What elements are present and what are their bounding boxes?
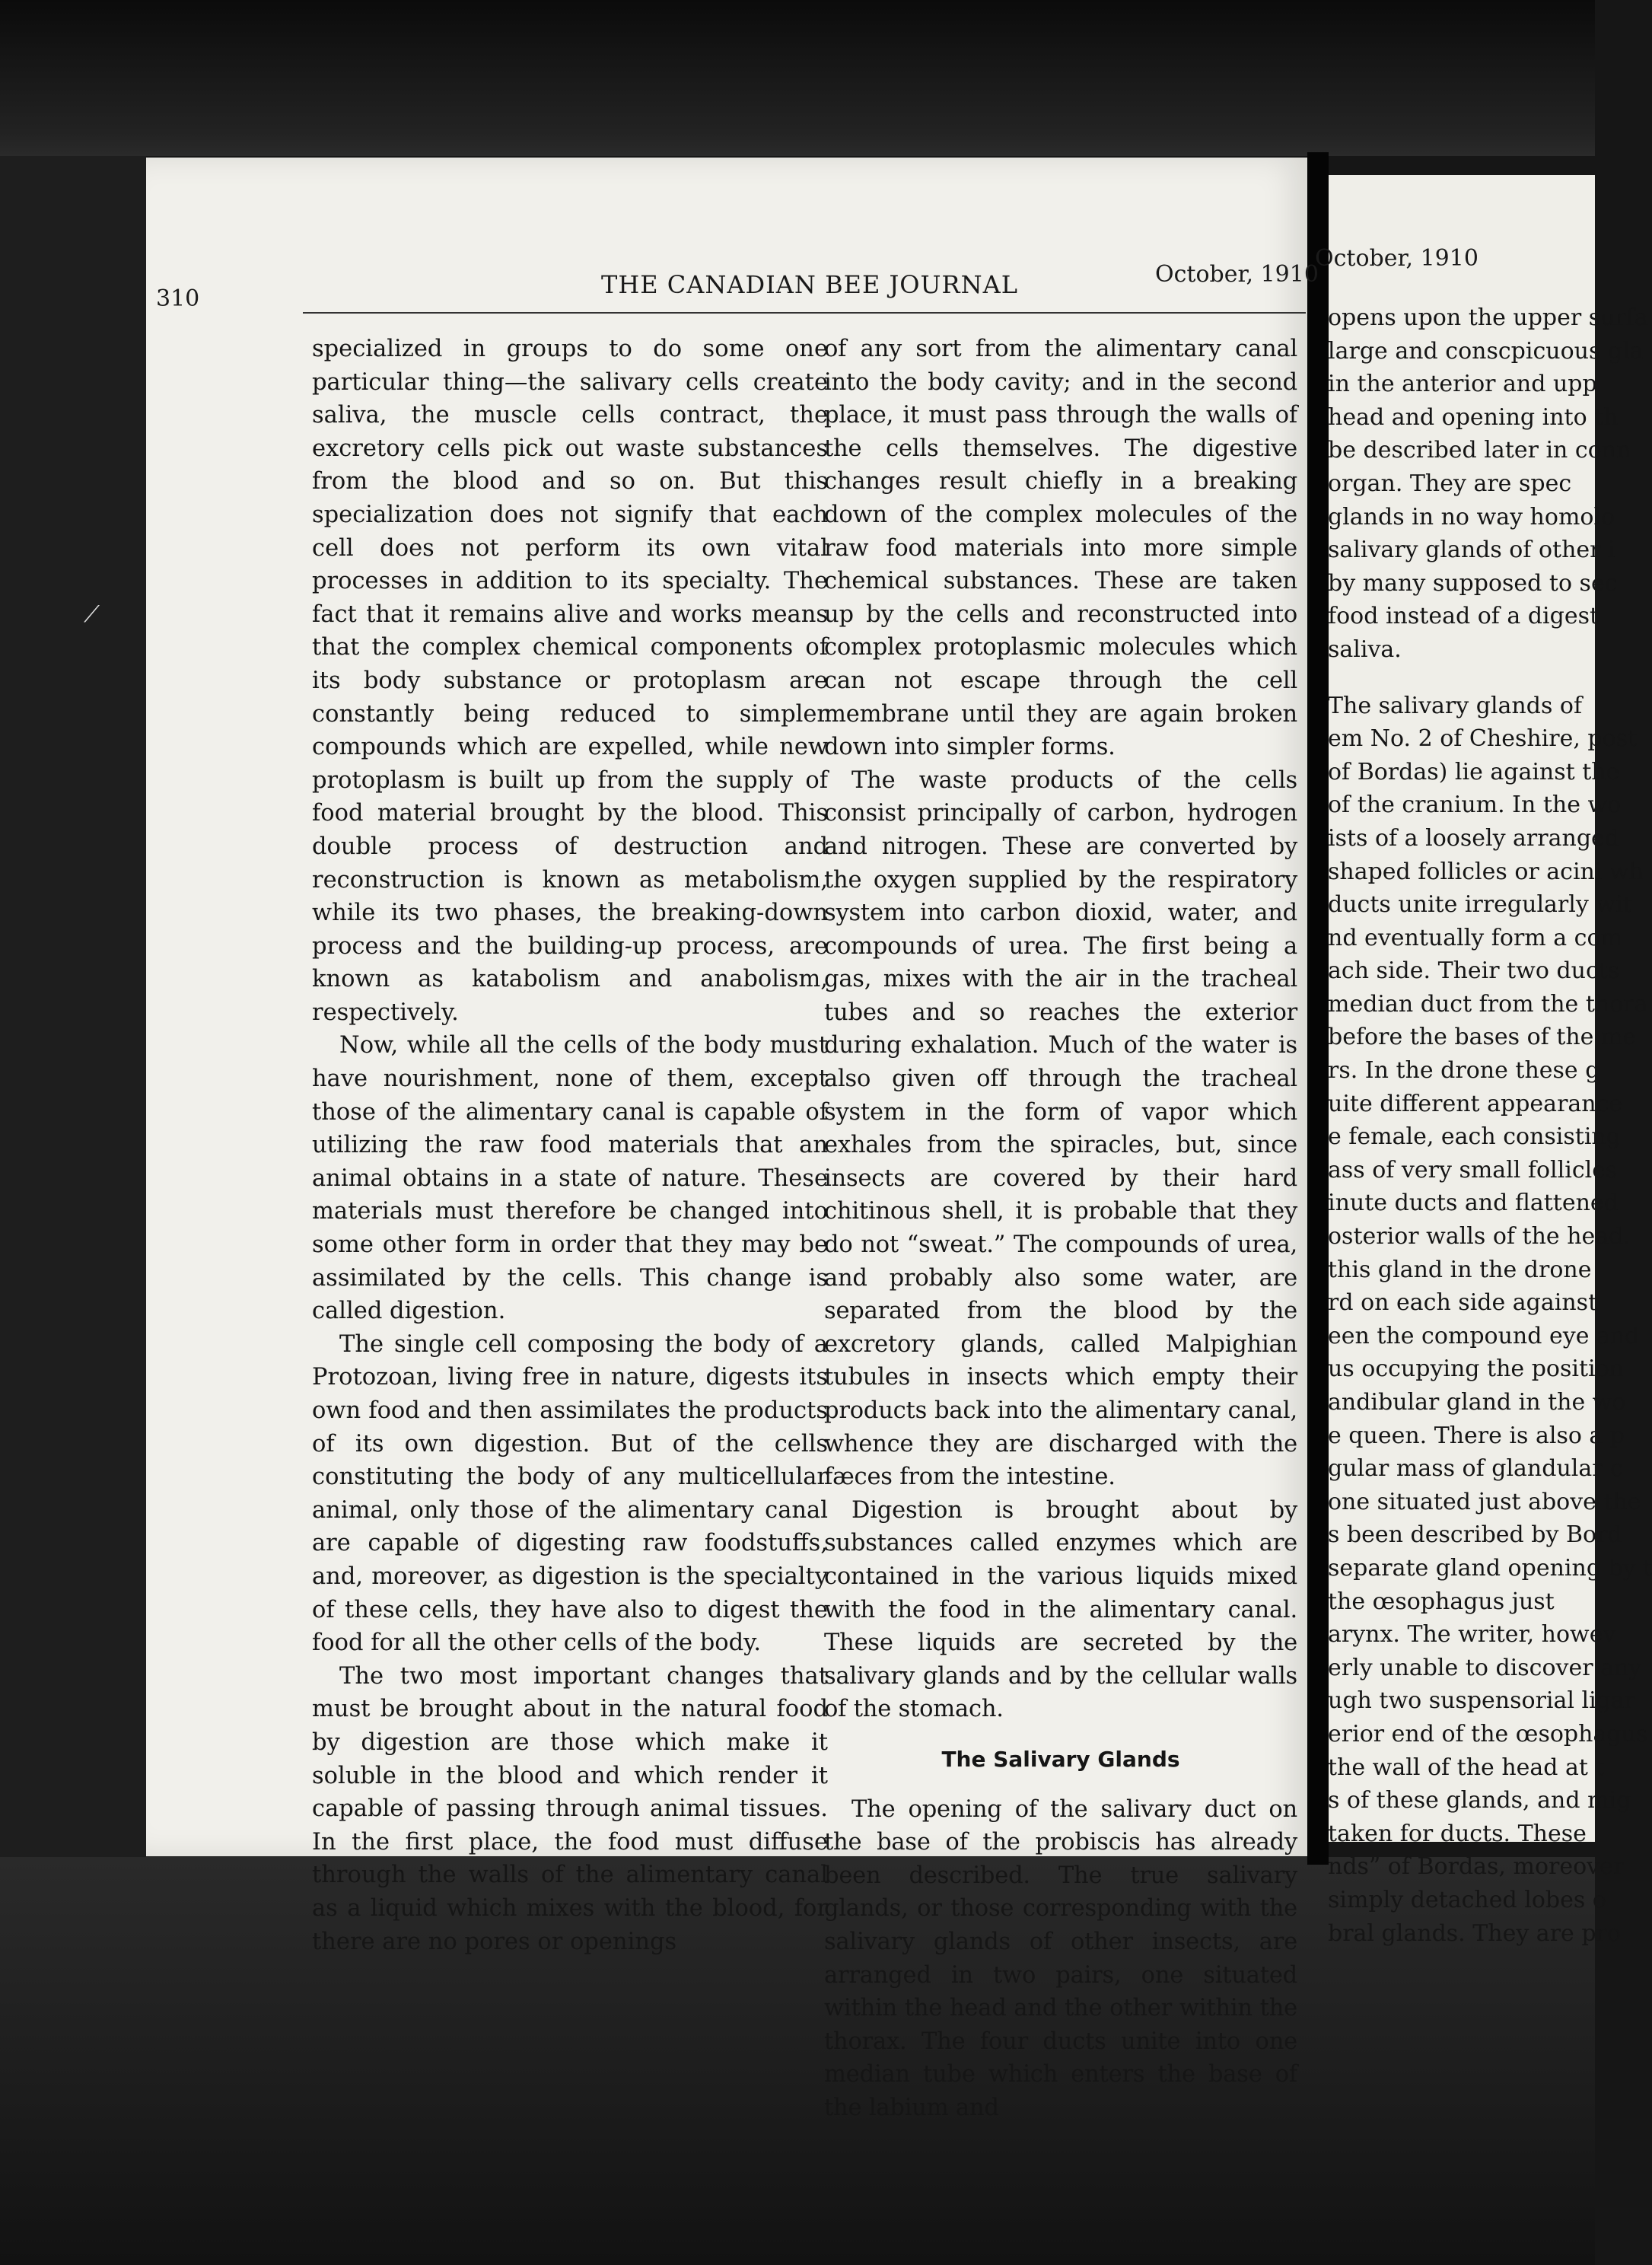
text-line: the wall of the head at t [1328, 1754, 1605, 1781]
text-line: organ. They are spec [1328, 470, 1572, 497]
left-column [312, 333, 828, 1958]
text-line: een the compound eye and [1328, 1322, 1640, 1349]
text-line: of the cranium. In the wo [1328, 792, 1622, 819]
paragraph: The two most important changes that must be brought about in the natural food by digestion are those which make it soluble in the blood and which render it capable of passing through animal tissues. In the first place, the food must diffuse through the walls of the alimentary canal as a liquid which mixes with the blood, for there are no pores or openings [312, 1662, 828, 1955]
text-line: ducts unite irregularly wit [1328, 891, 1632, 919]
text-line: osterior walls of the head. [1328, 1223, 1631, 1250]
text-line: salivary glands of other i [1328, 537, 1615, 564]
text-line: head and opening into th [1328, 403, 1619, 431]
text-line: shaped follicles or acini wh [1328, 858, 1644, 885]
text-line: before the bases of the me [1328, 1024, 1637, 1051]
text-line: rd on each side against [1328, 1289, 1598, 1317]
text-line: nds” of Bordas, moreover [1328, 1853, 1625, 1881]
text-line: this gland in the drone [1328, 1256, 1592, 1283]
right-column [1328, 301, 1652, 1950]
scan-background-left [0, 156, 146, 1857]
text-line: e queen. There is also a p [1328, 1422, 1625, 1449]
right-column-block-a [1328, 301, 1647, 667]
text-line: erly unable to discover any [1328, 1654, 1642, 1681]
middle-column [824, 333, 1297, 2124]
text-line: taken for ducts. These [1328, 1820, 1587, 1847]
spacer [1328, 667, 1647, 690]
text-line: simply detached lobes o [1328, 1886, 1606, 1913]
paragraph: of any sort from the alimentary canal into the body cavity; and in the second place, it must pass through the walls of the cells themselves. The digestive changes result chiefly in a breaking down of the complex molecules of the raw food materials into more simple chemical substances. These are taken up by the cells and reconstructed into complex protoplasmic molecules which can not escape through the cell membrane until they are again broken down into simpler forms. [824, 336, 1297, 761]
text-line: ists of a loosely arranged [1328, 824, 1619, 852]
text-line: ugh two suspensorial ligar [1328, 1687, 1636, 1715]
page-number: 310 [156, 285, 200, 312]
text-line: arynx. The writer, howev [1328, 1621, 1616, 1649]
section-heading: The Salivary Glands [941, 1746, 1180, 1772]
text-line: ach side. Their two ducts [1328, 957, 1620, 985]
journal-title: THE CANADIAN BEE JOURNAL [601, 270, 1018, 299]
text-line: uite different appearance [1328, 1090, 1623, 1117]
scan-background-top [0, 0, 1595, 156]
text-line: inute ducts and flattened [1328, 1190, 1619, 1217]
text-line: saliva. [1328, 636, 1402, 663]
text-line: erior end of the œsophagus [1328, 1720, 1648, 1747]
text-line: em No. 2 of Cheshire, post [1328, 725, 1638, 753]
text-line: by many supposed to sec [1328, 569, 1618, 597]
right-page-date: October, 1910 [1315, 245, 1479, 272]
text-line: bral glands. They are pro [1328, 1919, 1621, 1947]
clip-icon: ⟋ [84, 601, 100, 628]
text-line: s of these glands, and mig [1328, 1787, 1631, 1814]
text-line: be described later in conn [1328, 437, 1631, 464]
right-column-block-b [1328, 690, 1652, 1951]
text-line: one situated just above the [1328, 1488, 1641, 1515]
text-line: food instead of a digest [1328, 603, 1599, 630]
paragraph: The single cell composing the body of a Protozoan, living free in nature, digests its own food and then assimilates the products of its own digestion. But of the cells constituting the body of any multicellular animal, only those of the alimentary canal are capable of digesting raw foodstuffs, and, moreover, as digestion is the specialty of these cells, they have also to digest the food for all the other cells of the body. [312, 1330, 828, 1657]
paragraph: specialized in groups to do some one particular thing—the salivary cells create saliva, the muscle cells contract, the excretory cells pick out waste substances from the blood and so on. But this specialization does not signify that each cell does not perform its own vital processes in addition to its specialty. The fact that it remains alive and works means that the complex chemical components of its body substance or protoplasm are constantly being reduced to simpler compounds which are expelled, while new protoplasm is built up from the supply of food material brought by the blood. This double process of destruction and reconstruction is known as metabolism, while its two phases, the breaking-down process and the building-up process, are known as katabolism and anabolism, respectively. [312, 336, 828, 1026]
text-line: The salivary glands of [1328, 692, 1583, 719]
text-line: gular mass of glandular c [1328, 1455, 1623, 1483]
text-line: ass of very small follicles [1328, 1156, 1618, 1183]
issue-date: October, 1910 [1155, 261, 1319, 288]
book-gutter [1307, 152, 1329, 1865]
text-line: andibular gland in the wo [1328, 1389, 1626, 1416]
paragraph: The waste products of the cells consist principally of carbon, hydrogen and nitrogen. These are converted by the oxygen supplied by the respiratory system into carbon dioxid, water, and compounds of urea. The first being a gas, mixes with the air in the tracheal tubes and so reaches the exterior during exhalation. Much of the water is also given off through the tracheal system in the form of vapor which exhales from the spiracles, but, since insects are covered by their hard chitinous shell, it is probable that they do not “sweat.” The compounds of urea, and probably also some water, are separated from the blood by the excretory glands, called Malpighian tubules in insects which empty their products back into the alimentary canal, whence they are discharged with the fæces from the intestine. [824, 766, 1297, 1491]
paragraph: The opening of the salivary duct on the base of the probiscis has already been described. The true salivary glands, or those corresponding with the salivary glands of other insects, are arranged in two pairs, one situated within the head and the other within the thorax. The four ducts unite into one median tube which enters the base of the labium and [824, 1795, 1297, 2121]
paragraph: Digestion is brought about by substances called enzymes which are contained in the various liquids mixed with the food in the alimentary canal. These liquids are secreted by the salivary glands and by the cellular walls of the stomach. [824, 1496, 1297, 1723]
header-rule [303, 312, 1306, 314]
text-line: of Bordas) lie against the [1328, 758, 1620, 785]
text-line: rs. In the drone these g [1328, 1057, 1600, 1085]
paragraph: Now, while all the cells of the body must have nourishment, none of them, except those of the alimentary canal is capable of utilizing the raw food materials that an animal obtains in a state of nature. These materials must therefore be changed into some other form in order that they may be assimilated by the cells. This change is called digestion. [312, 1032, 828, 1325]
text-line: the œsophagus just [1328, 1588, 1555, 1615]
text-line: nd eventually form a com [1328, 924, 1622, 951]
text-line: us occupying the position [1328, 1355, 1625, 1383]
text-line: in the anterior and upp [1328, 371, 1597, 398]
text-line: glands in no way homolo [1328, 503, 1615, 530]
text-line: s been described by Bord [1328, 1521, 1622, 1549]
text-line: opens upon the upper surfa [1328, 304, 1648, 331]
text-line: median duct from the thora [1328, 990, 1648, 1018]
text-line: separate gland opening by t [1328, 1554, 1652, 1582]
text-line: e female, each consisting [1328, 1123, 1621, 1151]
text-line: large and conscpicuous gla [1328, 337, 1644, 365]
